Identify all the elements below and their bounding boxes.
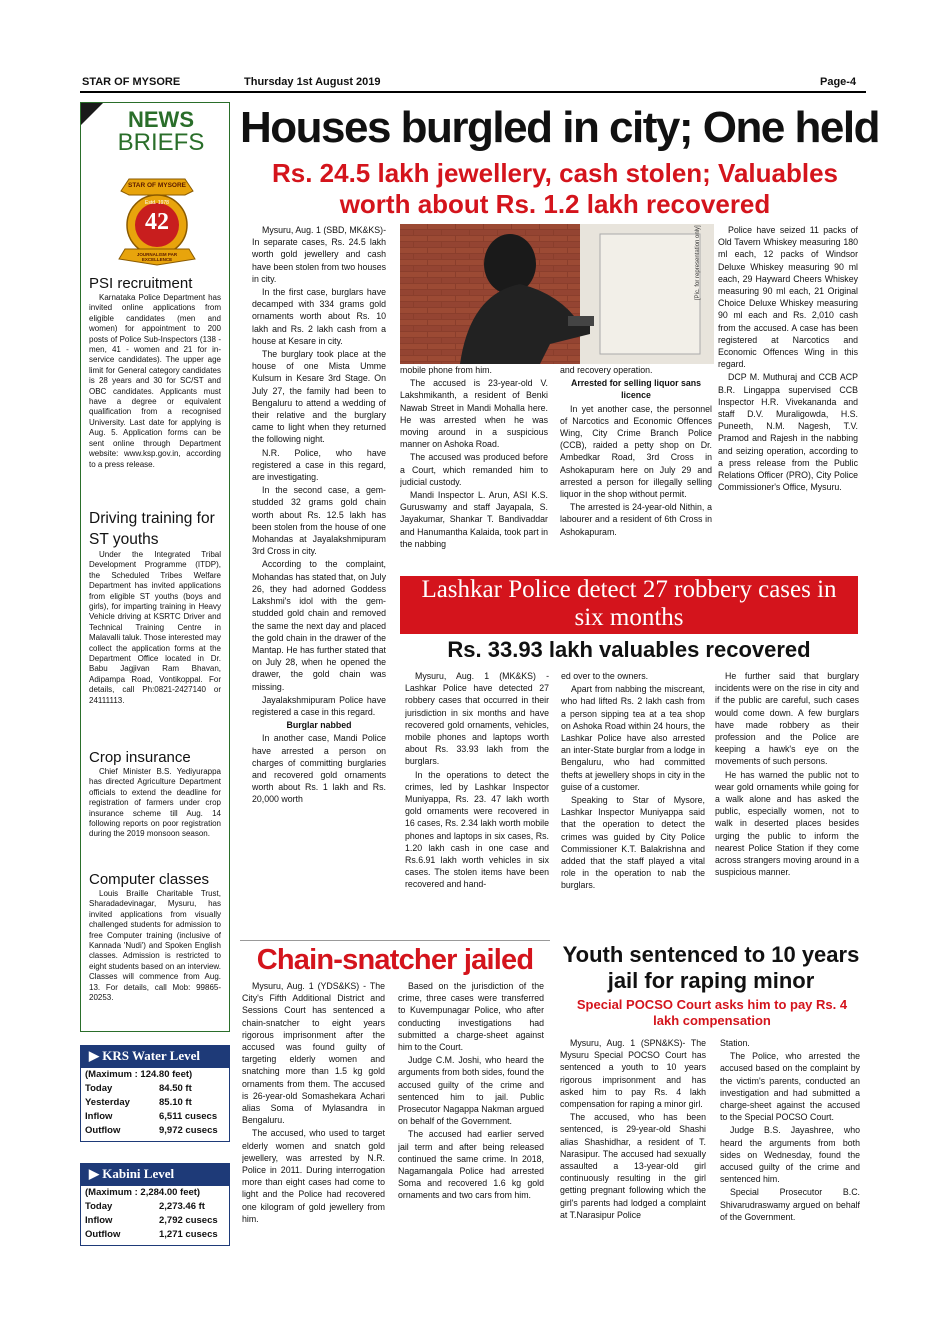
news-label: NEWS	[128, 107, 194, 132]
kabini-title: ▶ Kabini Level	[81, 1164, 229, 1186]
brief-body: Karnataka Police Department has invited online applications from eligible candidates (men and women) for appointment to 200 posts of Police Sub-Inspectors (138 - men, 41 - women and 21 for in-service candidates). The upper age limit for General category candidates is 28 years and 30 for SC/ST and OBC candidates. Applicants must have a degree or equivalent qualification from a recognised University. Last date for applying is Aug. 5. Application forms can be sent online through Department website: www.ksp.gov.in, according to a press release.	[89, 293, 221, 469]
brief-computer	[89, 871, 221, 1003]
briefs-label: BRIEFS	[117, 129, 205, 156]
story4-col2: Station. The Police, who arrested the accused based on the complaint by the victim's parents, conducted an investigation and had submitted a charge-sheet against the accused to the Special POCSO Court. Judge B.S. Jayashree, who heard the arguments from both sides on Wednesday, found the accused guilty of the crime and sentenced him. Special Prosecutor B.C. Shivarudraswamy argued on behalf of the Government.	[720, 1038, 860, 1222]
kabini-row: Outflow 1,271 cusecs	[85, 1229, 218, 1240]
logo-estd-text: Estd. 1978	[145, 200, 169, 206]
krs-row: Outflow 9,972 cusecs	[85, 1125, 218, 1136]
logo-bottom-text: JOURNALISM PAR EXCELLENCE	[136, 252, 178, 262]
story2-headline: Lashkar Police detect 27 robbery cases in six months	[421, 576, 837, 631]
corner-flag-icon	[81, 103, 103, 125]
news-briefs-sidebar	[80, 102, 230, 1032]
info-icon: ▶	[89, 1166, 103, 1181]
story1-col2: mobile phone from him. The accused is 23-year-old V. Lakshmikanth, a resident of Benki Nawab Street in Mandi Mohalla here. He was arrested when he was moving around in a suspicious manner on Ashoka Road. The accused was produced before a Court, which remanded him to judicial custody. Mandi Inspector L. Arun, ASI K.S. Guruswamy and staff Jayapala, S. Jayakumar, Shankar T. Bandivaddar and Hanumantha Kalaida, took part in the nabbing	[400, 365, 548, 549]
anniversary-logo	[115, 169, 199, 269]
story4-headline: Youth sentenced to 10 years jail for raping minor	[562, 942, 860, 993]
kabini-row: (Maximum : 2,284.00 feet)	[85, 1187, 201, 1198]
brief-body: Louis Braille Charitable Trust, Sharadadevinagar, Mysuru, has invited applications from visually challenged students for admission to free Computer training (inclusive of Kannada 'Nudi') and Spoken English classes. Admission is restricted to eight students based on an interview. Classes will commence from Aug. 13. For details, call Mob: 99865-20253.	[89, 889, 221, 1003]
story3-headline: Chain-snatcher jailed	[256, 944, 534, 976]
krs-row: Today 84.50 ft	[85, 1083, 192, 1094]
info-icon: ▶	[89, 1048, 103, 1063]
page-number: Page-4	[820, 76, 857, 88]
burglary-photo	[400, 224, 714, 364]
brief-heading: Crop insurance	[89, 749, 191, 766]
story2-col1: Mysuru, Aug. 1 (MK&KS) - Lashkar Police have detected 27 robbery cases that occurred in their jurisdiction in six months and have recovered gold ornaments, vehicles, mobile phones and laptops worth about Rs. 33.93 lakh from the burglars. In the operations to detect the crimes, led by Lashkar Inspector Muniyappa, Rs. 23. 47 lakh worth gold ornaments were recovered in 16 cases, Rs. 2.34 lakh worth mobile phones and laptops in six cases, Rs. 1.20 lakh cash in one case and Rs.6.91 lakh worth vehicles in six cases. The stolen items have been recovered and hand-	[405, 671, 549, 890]
kabini-row: Today 2,273.46 ft	[85, 1201, 205, 1212]
news-briefs-title	[101, 109, 221, 155]
brief-heading: Driving training for ST youths	[89, 510, 215, 548]
brief-driving	[89, 508, 221, 706]
issue-date: Thursday 1st August 2019	[244, 76, 381, 88]
story1-col3: and recovery operation. Arrested for selling liquor sans licence In yet another case, the personnel of Narcotics and Economic Offences Wing, City Crime Branch Police (CCB), raided a petty shop on Dr. Ambedkar Road, 3rd Cross in Ashokapuram here on July 29 and arrested a person for illegally selling liquor in the shop without permit. The arrested is 24-year-old Nithin, a labourer and a resident of 6th Cross in Ashokapuram.	[560, 365, 712, 537]
story1-subhead: Rs. 24.5 lakh jewellery, cash stolen; Valuables worth about Rs. 1.2 lakh recovered	[271, 158, 839, 219]
story2-col2: ed over to the owners. Apart from nabbing the miscreant, who had lifted Rs. 2 lakh cash from a person sipping tea at a tea shop on Ashoka Road within 24 hours, the Lashkar Police have also arrested an inter-State burglar from a lodge in Bengaluru, who had committed thefts at jewellery shops in city in the guise of a customer. Speaking to Star of Mysore, Lashkar Inspector Muniyappa said that the operation to detect the crimes was guided by City Police Commissioner K.T. Balakrishna and added that the staff played a vital role in the operation to nab the burglars.	[561, 671, 705, 891]
kabini-level-box	[80, 1163, 230, 1246]
story1-col1: Mysuru, Aug. 1 (SBD, MK&KS)- In separate cases, Rs. 24.5 lakh worth gold jewellery and cash have been stolen from two houses in city. In the first case, burglars have decamped with 334 grams gold ornaments worth about Rs. 10 lakh and Rs. 2 lakh cash from a house at Kesare in city. The burglary took place at the house of one Mista Umme Kulsum in Kesare 3rd Stage. On July 27, the family had been to Bengaluru to attend a wedding of their relative and the burglary came to light when they returned the following night. N.R. Police, who have registered a case in this regard, are investigating. In the second case, a gem-studded 32 grams gold chain worth about Rs. 12.5 lakh has been stolen from the house of one Mohandas at Jayalakshmipuram 3rd Cross in city. According to the complaint, Mohandas has stated that, on July 26, they had adorned Goddess Lakshmi's idol with the gem-studded gold chain and removed the same the next day and placed the gold chain in the drawer of the Mantap. He has further stated that on July 28, when he opened the drawer, the gold chain was missing. Jayalakshmipuram Police have registered a case in this regard. Burglar nabbed In another case, Mandi Police have arrested a person on charges of committing burglaries and recovered gold ornaments worth about Rs. 1 lakh and Rs. 20,000 worth	[252, 225, 386, 805]
subheading: Arrested for selling liquor sans licence	[570, 378, 702, 401]
kabini-row: Inflow 2,792 cusecs	[85, 1215, 218, 1226]
story1-headline: Houses burgled in city; One held	[240, 103, 879, 152]
krs-row: (Maximum : 124.80 feet)	[85, 1069, 193, 1080]
brief-body: Under the Integrated Tribal Development Programme (ITDP), the Scheduled Tribes Welfare Department has invited applications from eligible ST youths (boys and girls), for imparting training in Heavy Vehicle driving at KSRTC Driver and Technical Training Centre in Malavalli taluk. Those interested may collect the application forms at the Department Office located in Dr. Babu Jagjivan Ram Bhavan, Adipampa Road, Vontikoppal. For details, call Ph:0821-2427140 or 24111113.	[89, 550, 221, 705]
divider	[240, 940, 550, 941]
brief-body: Chief Minister B.S. Yediyurappa has directed Agriculture Department officials to extend the deadline for registration of farmers under crop insurance scheme till Aug. 14 following reports on poor registration during the 2019 monsoon season.	[89, 767, 221, 839]
krs-row: Yesterday 85.10 ft	[85, 1097, 192, 1108]
logo-top-text: STAR OF MYSORE	[127, 182, 187, 189]
story2-col3: He further said that burglary incidents were on the rise in city and if the public are careful, such cases would come down. A few burglars have made robbery as their profession and the Police are keeping a hawk's eye on the movements of such persons. He has warned the public not to wear gold ornaments while going for a walk alone and has asked the public, especially women, not to walk in deserted places besides urging the public to inform the nearest Police Station if they come across strangers moving around in a suspicious manner.	[715, 671, 859, 878]
story4-col1: Mysuru, Aug. 1 (SPN&KS)- The Mysuru Special POCSO Court has sentenced a youth to 10 years rigorous imprisonment and has asked him to pay Rs. 4 lakh compensation for raping a minor girl. The accused, who has been sentenced, is 29-year-old Shashi alias Shashidhar, a resident of T. Narasipur. The accused had sexually assaulted a 13-year-old girl continuously resulting in the girl getting pregnant following which the girl's parents had lodged a complaint at T.Narasipur Police	[560, 1038, 706, 1220]
paper-name: STAR OF MYSORE	[82, 76, 181, 88]
header-rule	[80, 91, 866, 93]
subheading: Burglar nabbed	[286, 720, 352, 731]
story3-col2: Based on the jurisdiction of the crime, three cases were transferred to Kuvempunagar Police, who after conducting investigations had submitted a charge-sheet against him to the Court. Judge C.M. Joshi, who heard the arguments from both sides, found the accused guilty of the crime and sentenced him to jail. Public Prosecutor Nagappa Nakman argued on behalf of the Government. The accused had earlier served jail term and after being released continued the same crime. In 2018, Nagamangala Police had arrested Soma and recovered 1.6 kg gold ornaments and two cars from him.	[398, 981, 544, 1201]
photo-caption: [Pic. for representation only]	[695, 225, 701, 300]
story4-subhead: Special POCSO Court asks him to pay Rs. 4 lakh compensation	[576, 997, 848, 1028]
brief-crop	[89, 749, 221, 840]
logo-number: 42	[145, 209, 169, 235]
burglar-image-icon	[400, 224, 714, 364]
brief-psi	[89, 275, 221, 470]
story1-col4: Police have seized 11 packs of Old Tavern Whiskey measuring 180 ml each, 12 packs of Windsor Deluxe Whiskey measuring 90 ml each, 29 Hayward Cheers Whiskey measuring 90 ml each, 21 Original Choice Deluxe Whiskey measuring 90 ml each and Rs. 2,010 cash from the accused. A case has been registered at Narcotics and Economic Offences Wing in this regard. DCP M. Muthuraj and CCB ACP B.R. Lingappa supervised CCB Inspector H.R. Vivekananda and staff D.V. Muraligowda, H.S. Puneeth, N.M. Nagesh, T.V. Pramod and Rajesh in the nabbing and seizing operation, according to a press release from the Public Relations Officer (PRO), City Police Commissioner's Office, Mysuru.	[718, 225, 858, 493]
brief-heading: Computer classes	[89, 871, 210, 888]
krs-water-level-box	[80, 1045, 230, 1142]
story3-col1: Mysuru, Aug. 1 (YDS&KS) - The City's Fifth Additional District and Sessions Court has sentenced a chain-snatcher to eight years rigorous imprisonment after the accused was found guilty of targeting elderly women and snatching more than 1.5 kg gold ornaments from them. The accused is 26-year-old Somashekara Achari alias Soma of Mylasandra in Bengaluru. The accused, who used to target elderly women and snatch gold jewellery, was arrested by N.R. Police in 2011. During interrogation more than eight cases had come to light and the Police had recovered one kilogram of gold jewellery from him.	[242, 981, 385, 1224]
krs-title: ▶ KRS Water Level	[81, 1046, 229, 1068]
story2-subhead: Rs. 33.93 lakh valuables recovered	[447, 637, 811, 662]
brief-heading: PSI recruitment	[89, 275, 193, 292]
krs-row: Inflow 6,511 cusecs	[85, 1111, 218, 1122]
